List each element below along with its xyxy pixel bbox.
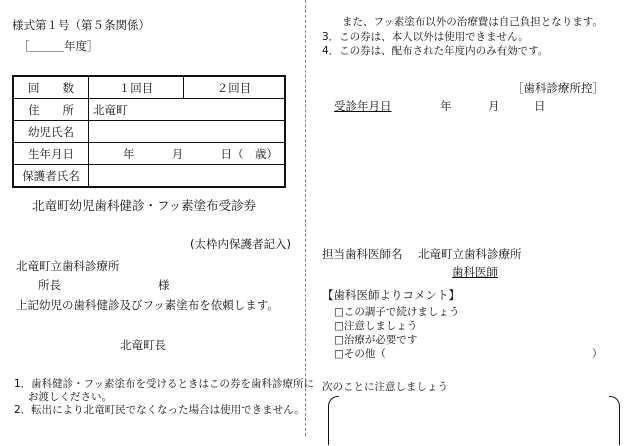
comment-other-close: ）	[592, 348, 603, 360]
note-1-cost: また、フッ素塗布以外の治療費は自己負担となります。	[342, 16, 603, 28]
visit-date-label: 受診年月日	[334, 99, 392, 113]
dentist-name-label: 担当歯科医師名	[322, 247, 403, 261]
request-text: 上記幼児の歯科健診及びフッ素塗布を依頼します。	[16, 298, 279, 312]
comment-option-continue[interactable]: □この調子で続けましょう	[334, 306, 460, 318]
address-field[interactable]: 北竜町	[89, 99, 286, 121]
first-visit-header: １回目	[89, 76, 184, 99]
dentist-signature-field[interactable]	[452, 264, 592, 280]
dob-label: 生年月日	[13, 143, 89, 165]
visit-date-field[interactable]	[334, 98, 544, 114]
child-name-label: 幼児氏名	[13, 121, 89, 143]
guardian-name-label: 保護者氏名	[13, 165, 89, 188]
form-number: 様式第１号（第５条関係）	[12, 18, 150, 32]
clinic-copy-label: ［歯科診療所控］	[512, 81, 604, 95]
note-1: 1．歯科健診・フッ素塗布を受けるときはこの券を歯科診療所に	[14, 378, 314, 390]
visit-month-unit: 月	[488, 99, 500, 113]
table-row-address	[13, 99, 285, 121]
issuer-mayor: 北竜町長	[120, 338, 166, 352]
visits-label: 回 数	[13, 76, 89, 99]
visit-year-unit: 年	[440, 99, 452, 113]
dob-day-age-unit: 日（ 歳）	[220, 146, 278, 161]
comments-heading: 【歯科医師よりコメント】	[322, 288, 460, 302]
note-1-continued: お渡しください。	[28, 391, 112, 403]
cut-line-divider	[305, 0, 306, 436]
recipient-honorific: 様	[158, 278, 170, 292]
comment-option-caution[interactable]: □注意しましょう	[334, 320, 418, 332]
address-label: 住 所	[13, 99, 89, 121]
note-3: 3．この券は、本人以外は使用できません。	[322, 31, 529, 43]
comment-option-other[interactable]: □その他（	[334, 348, 386, 360]
second-visit-header: ２回目	[184, 76, 286, 99]
table-row-visits	[13, 76, 285, 99]
right-bracket	[609, 396, 620, 445]
visit-day-unit: 日	[534, 99, 546, 113]
table-row-child-name	[13, 121, 285, 143]
table-row-guardian	[13, 165, 285, 188]
dob-field[interactable]	[89, 143, 286, 165]
guardian-fill-note: (太枠内保護者記入)	[190, 237, 291, 251]
comment-option-treatment[interactable]: □治療が必要です	[334, 334, 418, 346]
note-2: 2．転出により北竜町民でなくなった場合は使用できません。	[14, 404, 305, 416]
table-row-dob	[13, 143, 285, 165]
dob-year-unit: 年	[123, 146, 135, 161]
recipient-director: 所長	[38, 278, 61, 292]
guardian-name-field[interactable]	[89, 165, 286, 188]
fiscal-year-field: ［＿＿＿年度］	[18, 39, 99, 53]
ticket-title: 北竜町幼児歯科健診・フッ素塗布受診券	[32, 198, 257, 213]
note-4: 4．この券は、配布された年度内のみ有効です。	[322, 45, 549, 57]
child-name-field[interactable]	[89, 121, 286, 143]
child-info-table	[12, 75, 286, 188]
caution-notes-box[interactable]	[328, 396, 620, 446]
dentist-title: 歯科医師	[452, 265, 498, 279]
caution-label: 次のことに注意しましょう	[322, 381, 448, 393]
left-bracket	[328, 396, 339, 445]
dentist-clinic: 北竜町立歯科診療所	[418, 247, 522, 261]
recipient-clinic: 北竜町立歯科診療所	[16, 259, 120, 273]
dob-month-unit: 月	[171, 146, 184, 161]
